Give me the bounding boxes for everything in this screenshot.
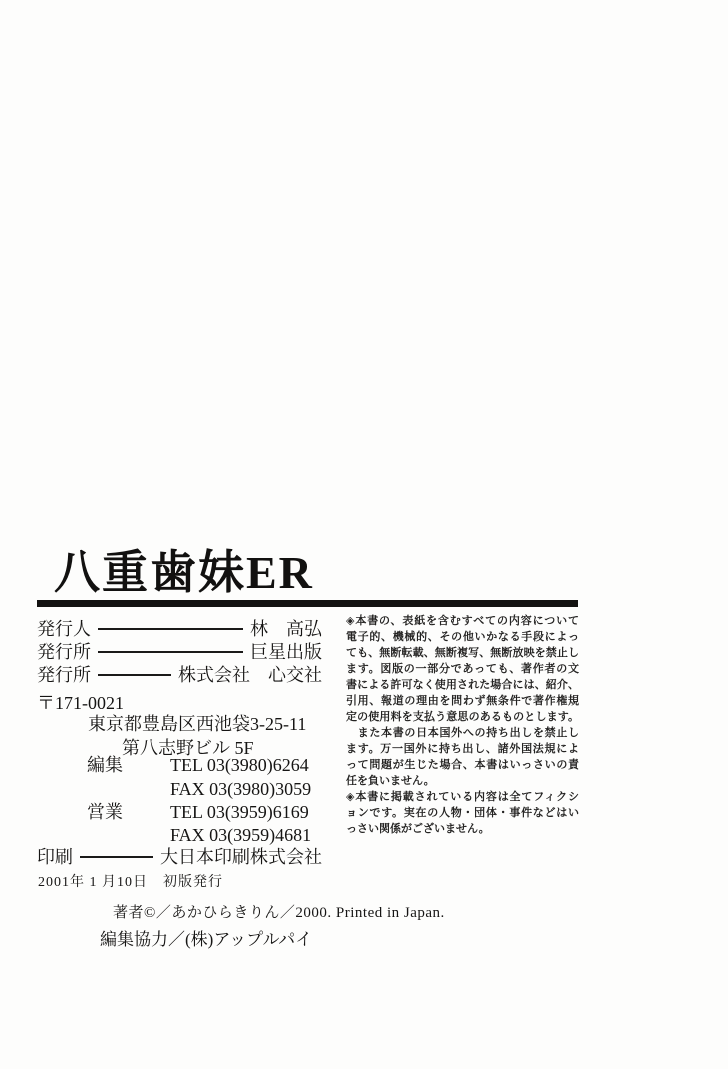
- notice-line: 任を負いません。: [346, 775, 435, 787]
- address-line-2: 第八志野ビル 5F: [122, 738, 254, 758]
- divider-line: [98, 628, 243, 630]
- row-value: 林 高弘: [250, 619, 322, 639]
- publishing-company-row: [37, 665, 322, 685]
- editing-cooperation-credit: 編集協力／(株)アップルパイ: [100, 930, 313, 949]
- row-label: 発行所: [37, 665, 91, 685]
- phone-number: TEL 03(3959)6169: [170, 802, 309, 822]
- address-line-1: 東京都豊島区西池袋3-25-11: [88, 714, 307, 734]
- department-label: 編集: [87, 755, 123, 775]
- phone-number: TEL 03(3980)6264: [170, 755, 309, 775]
- notice-line: ます。万一国外に持ち出し、諸外国法規によ: [346, 743, 579, 755]
- notice-line: ます。図版の一部分であっても、著作者の文: [346, 663, 579, 675]
- notice-line: 引用、報道の理由を問わず無条件で著作権規: [346, 695, 579, 707]
- editorial-fax-row: [87, 779, 327, 799]
- book-title: 八重歯妹ER: [54, 547, 314, 598]
- notice-line: また本書の日本国外への持ち出しを禁止し: [346, 727, 579, 739]
- title-underline-rule: [37, 600, 578, 607]
- notice-line: って問題が生じた場合、本書はいっさいの責: [346, 759, 579, 771]
- publisher-person-row: [37, 619, 322, 639]
- divider-line: [80, 856, 153, 858]
- row-label: 発行所: [37, 642, 91, 662]
- editorial-tel-row: [87, 755, 327, 775]
- copyright-notice-block: [346, 613, 579, 837]
- notice-line: 書による許可なく使用された場合には、紹介、: [346, 679, 579, 691]
- postal-code: 〒171-0021: [37, 693, 124, 713]
- row-value: 巨星出版: [250, 642, 322, 662]
- author-copyright-credit: 著者©／あかひらきりん／2000. Printed in Japan.: [113, 905, 445, 921]
- notice-line: っさい関係がございません。: [346, 823, 490, 835]
- notice-line: ョンです。実在の人物・団体・事件などはい: [346, 807, 579, 819]
- department-label: 営業: [87, 802, 123, 822]
- sales-tel-row: [87, 802, 327, 822]
- phone-number: FAX 03(3980)3059: [170, 779, 312, 799]
- phone-number: FAX 03(3959)4681: [170, 825, 312, 845]
- publisher-row: [37, 642, 322, 662]
- divider-line: [98, 651, 243, 653]
- notice-line: 電子的、機械的、その他いかなる手段によっ: [346, 631, 579, 643]
- edition-date: 2001年 1 月10日 初版発行: [38, 875, 223, 890]
- notice-line: 定の使用料を支払う意思のあるものとします。: [346, 711, 579, 723]
- divider-line: [98, 674, 171, 676]
- notice-line: ても、無断転載、無断複写、無断放映を禁止し: [346, 647, 579, 659]
- row-label: 発行人: [37, 619, 91, 639]
- notice-line: ◈本書の、表紙を含むすべての内容について: [346, 615, 579, 627]
- row-label: 印刷: [37, 847, 73, 867]
- row-value: 大日本印刷株式会社: [160, 847, 322, 867]
- row-value: 株式会社 心交社: [178, 665, 322, 685]
- sales-fax-row: [87, 825, 327, 845]
- notice-line: ◈本書に掲載されている内容は全てフィクシ: [346, 791, 579, 803]
- printer-row: [37, 847, 322, 867]
